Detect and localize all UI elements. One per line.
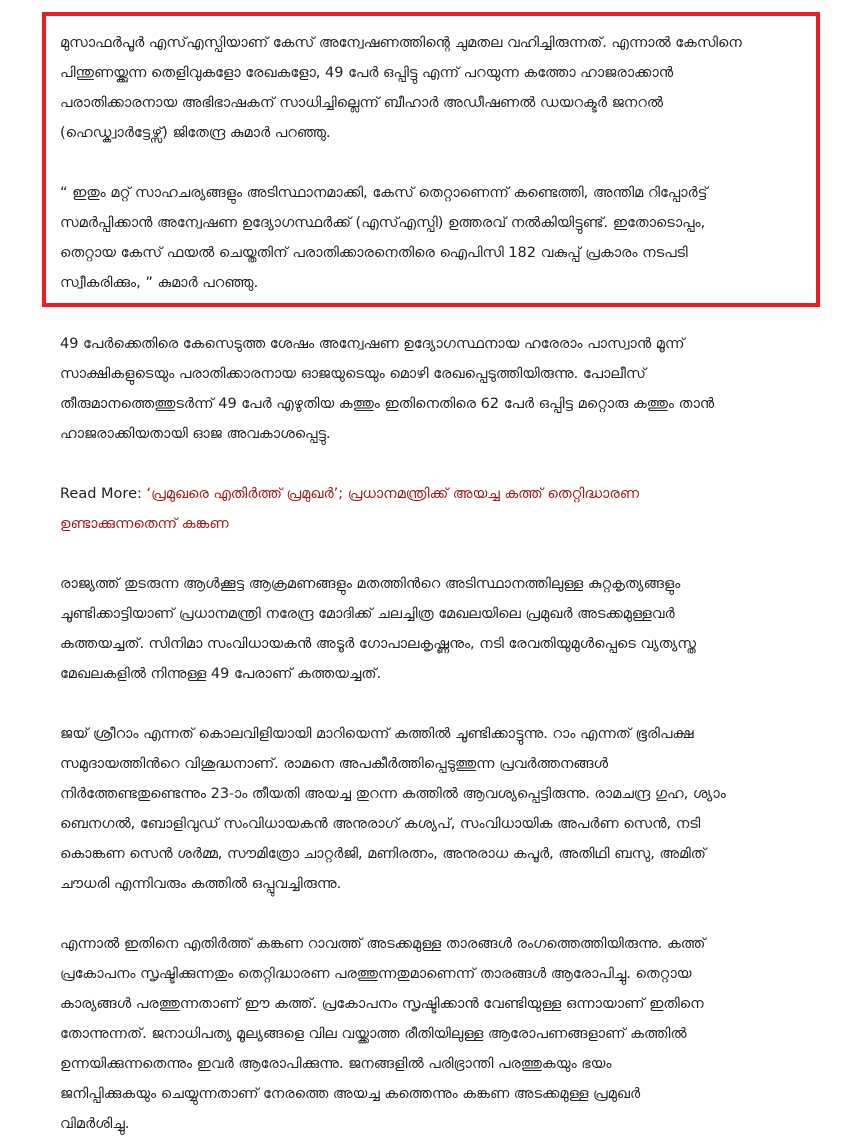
text-line: മേഖലകളിൽ നിന്നുള്ള 49 പേരാണ് കത്തയച്ചത്.: [60, 666, 382, 682]
text-line: വിമർശിച്ചു.: [60, 1116, 130, 1132]
read-more-label: Read More:: [60, 486, 147, 502]
paragraph-3: [60, 329, 820, 449]
text-line: ബെനഗൽ, ബോളിവുഡ് സംവിധായകൻ അനുരാഗ് കശ്യപ്, സംവിധായിക അപർണ സെൻ, നടി: [60, 816, 701, 832]
text-line: പരാതിക്കാരനായ അഭിഭാഷകന് സാധിച്ചില്ലെന്ന് ബീഹാർ അഡീഷണൽ ഡയറക്ടർ ജനറൽ: [60, 95, 663, 111]
text-line: സമുദായത്തിൻറെ വിശുദ്ധനാണ്. രാമനെ അപകീർത്തിപ്പെടുത്തുന്ന പ്രവർത്തനങ്ങൾ: [60, 756, 609, 772]
text-line: ജയ് ശ്രീറാം എന്നത് കൊലവിളിയായി മാറിയെന്ന് കത്തിൽ ചൂണ്ടിക്കാട്ടുന്നു. റാം എന്നത് ഭൂരിപക്ഷ: [60, 726, 694, 742]
paragraph-5: [60, 719, 820, 899]
text-line: കൊങ്കണ സെൻ ശർമ്മ, സൗമിത്രോ ചാറ്റർജി, മണിരത്നം, അനുരാധ കപൂർ, അതിഥി ബസു, അമിത്: [60, 846, 706, 862]
text-line: എന്നാൽ ഇതിനെ എതിർത്ത് കങ്കണ റാവത്ത് അടക്കമുള്ള താരങ്ങൾ രംഗത്തെത്തിയിരുന്നു. കത്ത്: [60, 936, 706, 952]
read-more: [60, 479, 820, 539]
text-line: കാര്യങ്ങൾ പരത്തുന്നതാണ് ഈ കത്ത്. പ്രകോപനം സൃഷ്ടിക്കാൻ വേണ്ടിയുള്ള ഒന്നായാണ് ഇതിനെ: [60, 996, 704, 1012]
text-line: സ്വീകരിക്കും, ” കുമാർ പറഞ്ഞു.: [60, 275, 259, 291]
quote-paragraph-2: [60, 178, 805, 298]
text-line: സമർപ്പിക്കാൻ അന്വേഷണ ഉദ്യോഗസ്ഥർക്ക് (എസ്എസ്പി) ഉത്തരവ് നൽകിയിട്ടുണ്ട്. ഇതോടൊപ്പം,: [60, 215, 706, 231]
text-line: “ ഇതും മറ്റ് സാഹചര്യങ്ങളും അടിസ്ഥാനമാക്കി, കേസ് തെറ്റാണെന്ന് കണ്ടെത്തി, അന്തിമ റിപ്പോർട്ട്: [60, 185, 708, 201]
text-line: ചൂണ്ടിക്കാട്ടിയാണ് പ്രധാനമന്ത്രി നരേന്ദ്ര മോദിക്ക് ചലച്ചിത്ര മേഖലയിലെ പ്രമുഖർ അടക്കമുള്ളവർ: [60, 606, 675, 622]
text-line: തോന്നുന്നത്. ജനാധിപത്യ മൂല്യങ്ങളെ വില വയ്ക്കാത്ത രീതിയിലുള്ള ആരോപണങ്ങളാണ് കത്തിൽ: [60, 1026, 687, 1042]
text-line: ഹാജരാക്കിയതായി ഓജ അവകാശപ്പെട്ടു.: [60, 426, 331, 442]
text-line: പ്രകോപനം സൃഷ്ടിക്കുന്നതും തെറ്റിദ്ധാരണ പരത്തുന്നതുമാണെന്ന് താരങ്ങൾ ആരോപിച്ചു. തെറ്റായ: [60, 966, 692, 982]
text-line: തീരുമാനത്തെത്തുടർന്ന് 49 പേർ എഴുതിയ കത്തും ഇതിനെതിരെ 62 പേർ ഒപ്പിട്ട മറ്റൊരു കത്തും താൻ: [60, 396, 715, 412]
text-line: 49 പേർക്കെതിരെ കേസെടുത്ത ശേഷം അന്വേഷണ ഉദ്യോഗസ്ഥനായ ഹരേരാം പാസ്വാൻ മൂന്ന്: [60, 336, 685, 352]
text-line: (ഹെഡ്ക്വാർട്ടേഴ്സ്) ജിതേന്ദ്ര കുമാർ പറഞ്ഞു.: [60, 125, 331, 141]
text-line: നിർത്തേണ്ടതുണ്ടെന്നും 23-ാം തീയതി അയച്ച തുറന്ന കത്തിൽ ആവശ്യപ്പെട്ടിരുന്നു. രാമചന്ദ്ര ഗുഹ, ശ്യാം: [60, 786, 726, 802]
text-line: തെറ്റായ കേസ് ഫയൽ ചെയ്തതിന് പരാതിക്കാരനെതിരെ ഐപിസി 182 വകുപ്പ് പ്രകാരം നടപടി: [60, 245, 688, 261]
text-line: പിന്തുണയ്ക്കുന്ന തെളിവുകളോ രേഖകളോ, 49 പേർ ഒപ്പിട്ടു എന്ന് പറയുന്ന കത്തോ ഹാജരാക്കാൻ: [60, 65, 674, 81]
quote-paragraph-1: [60, 28, 805, 148]
paragraph-4: [60, 569, 820, 689]
text-line: ഉന്നയിക്കുന്നതെന്നും ഇവർ ആരോപിക്കുന്നു. ജനങ്ങളിൽ പരിഭ്രാന്തി പരത്തുകയും ഭയം: [60, 1056, 612, 1072]
text-line: സാക്ഷികളുടെയും പരാതിക്കാരനായ ഓജയുടെയും മൊഴി രേഖപ്പെടുത്തിയിരുന്നു. പോലീസ്: [60, 366, 646, 382]
read-more-link-continued[interactable]: ഉണ്ടാക്കുന്നതെന്ന് കങ്കണ: [60, 516, 229, 532]
read-more-link[interactable]: ‘പ്രമുഖരെ എതിർത്ത് പ്രമുഖർ’; പ്രധാനമന്ത്രിക്ക് അയച്ച കത്ത് തെറ്റിദ്ധാരണ: [146, 486, 639, 502]
text-line: ജനിപ്പിക്കുകയും ചെയ്യുന്നതാണ് നേരത്തെ അയച്ച കത്തെന്നും കങ്കണ അടക്കമുള്ള പ്രമുഖർ: [60, 1086, 641, 1102]
paragraph-6: [60, 929, 820, 1139]
text-line: ചൗധരി എന്നിവരും കത്തിൽ ഒപ്പുവച്ചിരുന്നു.: [60, 876, 342, 892]
text-line: മുസാഫർപൂർ എസ്എസ്പിയാണ് കേസ് അന്വേഷണത്തിന്റെ ചുമതല വഹിച്ചിരുന്നത്. എന്നാൽ കേസിനെ: [60, 35, 742, 51]
text-line: രാജ്യത്ത് തുടരുന്ന ആൾക്കൂട്ട ആക്രമണങ്ങളും മതത്തിൻറെ അടിസ്ഥാനത്തിലുള്ള കുറ്റകൃത്യങ്ങളും: [60, 576, 681, 592]
text-line: കത്തയച്ചത്. സിനിമാ സംവിധായകൻ അടൂർ ഗോപാലകൃഷ്ണനും, നടി രേവതിയുമുൾപ്പെടെ വ്യത്യസ്ത: [60, 636, 696, 652]
